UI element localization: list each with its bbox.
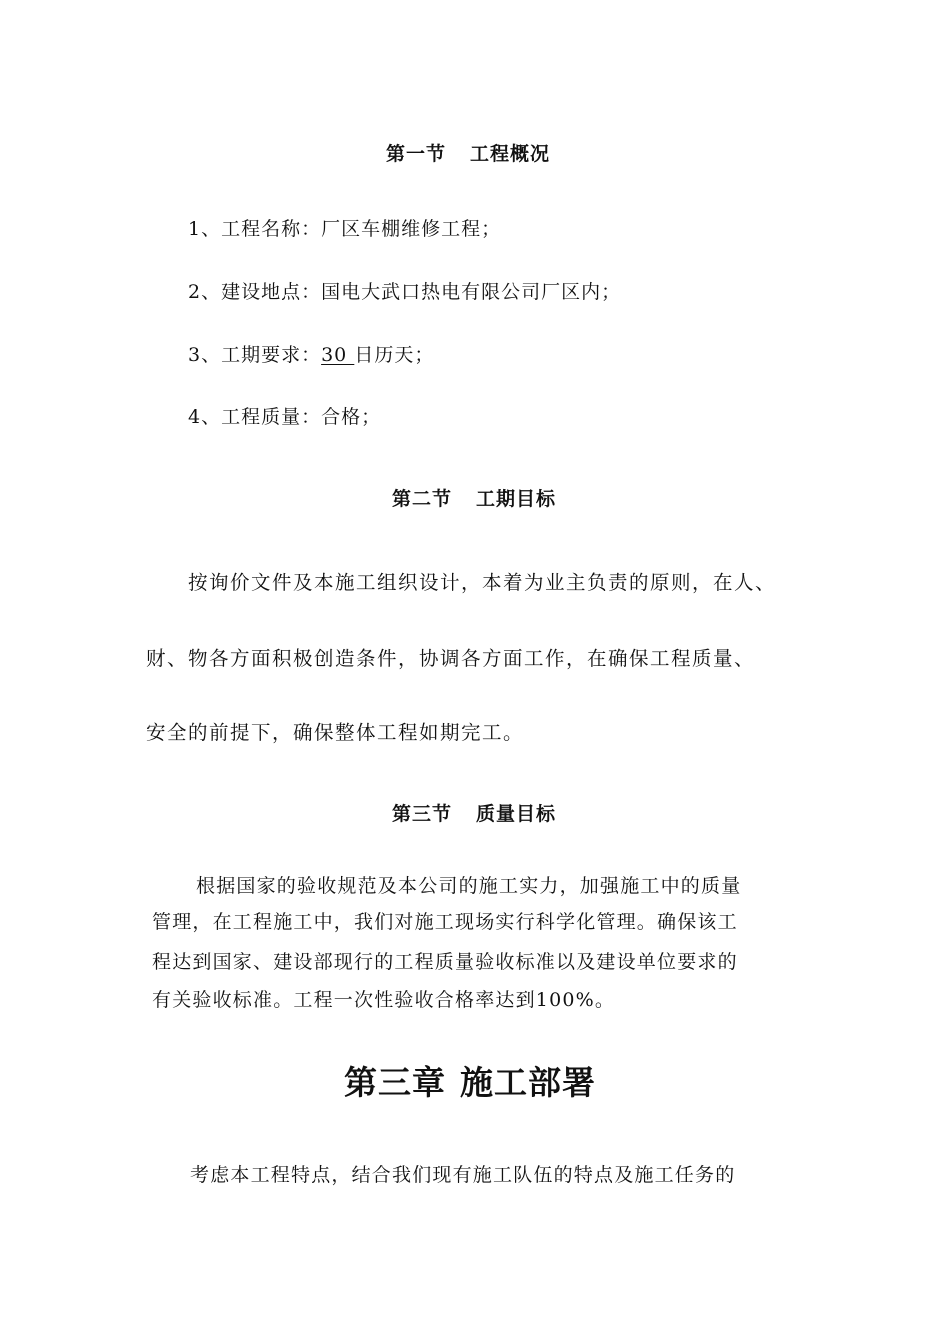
section2-title	[392, 484, 556, 511]
paragraph-line: 根据国家的验收规范及本公司的施工实力，加强施工中的质量	[196, 875, 742, 897]
section1-title-text: 工程概况	[470, 143, 551, 165]
item-value-underlined: 30	[321, 344, 355, 366]
list-item	[188, 214, 501, 241]
item-label: 4、工程质量：	[188, 406, 322, 428]
chapter-title-number: 第三章	[344, 1063, 446, 1102]
paragraph-line: 财、物各方面积极创造条件，协调各方面工作，在确保工程质量、	[146, 647, 756, 670]
item-value: 日历天；	[354, 344, 435, 366]
section3-title-number: 第三节	[392, 803, 453, 825]
paragraph-line: 考虑本工程特点，结合我们现有施工队伍的特点及施工任务的	[190, 1164, 736, 1186]
list-item	[188, 402, 381, 429]
chapter-title-text: 施工部署	[460, 1063, 596, 1102]
section3-title-text: 质量目标	[476, 803, 557, 825]
item-value: 厂区车棚维修工程；	[321, 218, 502, 240]
chapter-title	[344, 1057, 596, 1104]
paragraph-line: 管理，在工程施工中，我们对施工现场实行科学化管理。确保该工	[152, 911, 738, 933]
paragraph-line: 程达到国家、建设部现行的工程质量验收标准以及建设单位要求的	[152, 951, 738, 973]
section3-title	[392, 799, 556, 826]
paragraph-line: 有关验收标准。工程一次性验收合格率达到100%。	[152, 989, 616, 1011]
section2-title-text: 工期目标	[476, 488, 557, 510]
list-item	[188, 277, 621, 304]
paragraph-line: 安全的前提下，确保整体工程如期完工。	[146, 721, 525, 744]
section1-title-number: 第一节	[386, 143, 447, 165]
section2-title-number: 第二节	[392, 488, 453, 510]
item-label: 3、工期要求：	[188, 344, 322, 366]
item-label: 2、建设地点：	[188, 281, 322, 303]
item-label: 1、工程名称：	[188, 218, 322, 240]
section1-title	[386, 139, 550, 166]
item-value: 国电大武口热电有限公司厂区内；	[321, 281, 622, 303]
paragraph-line: 按询价文件及本施工组织设计，本着为业主负责的原则，在人、	[188, 571, 777, 594]
list-item	[188, 340, 434, 367]
item-value: 合格；	[321, 406, 382, 428]
